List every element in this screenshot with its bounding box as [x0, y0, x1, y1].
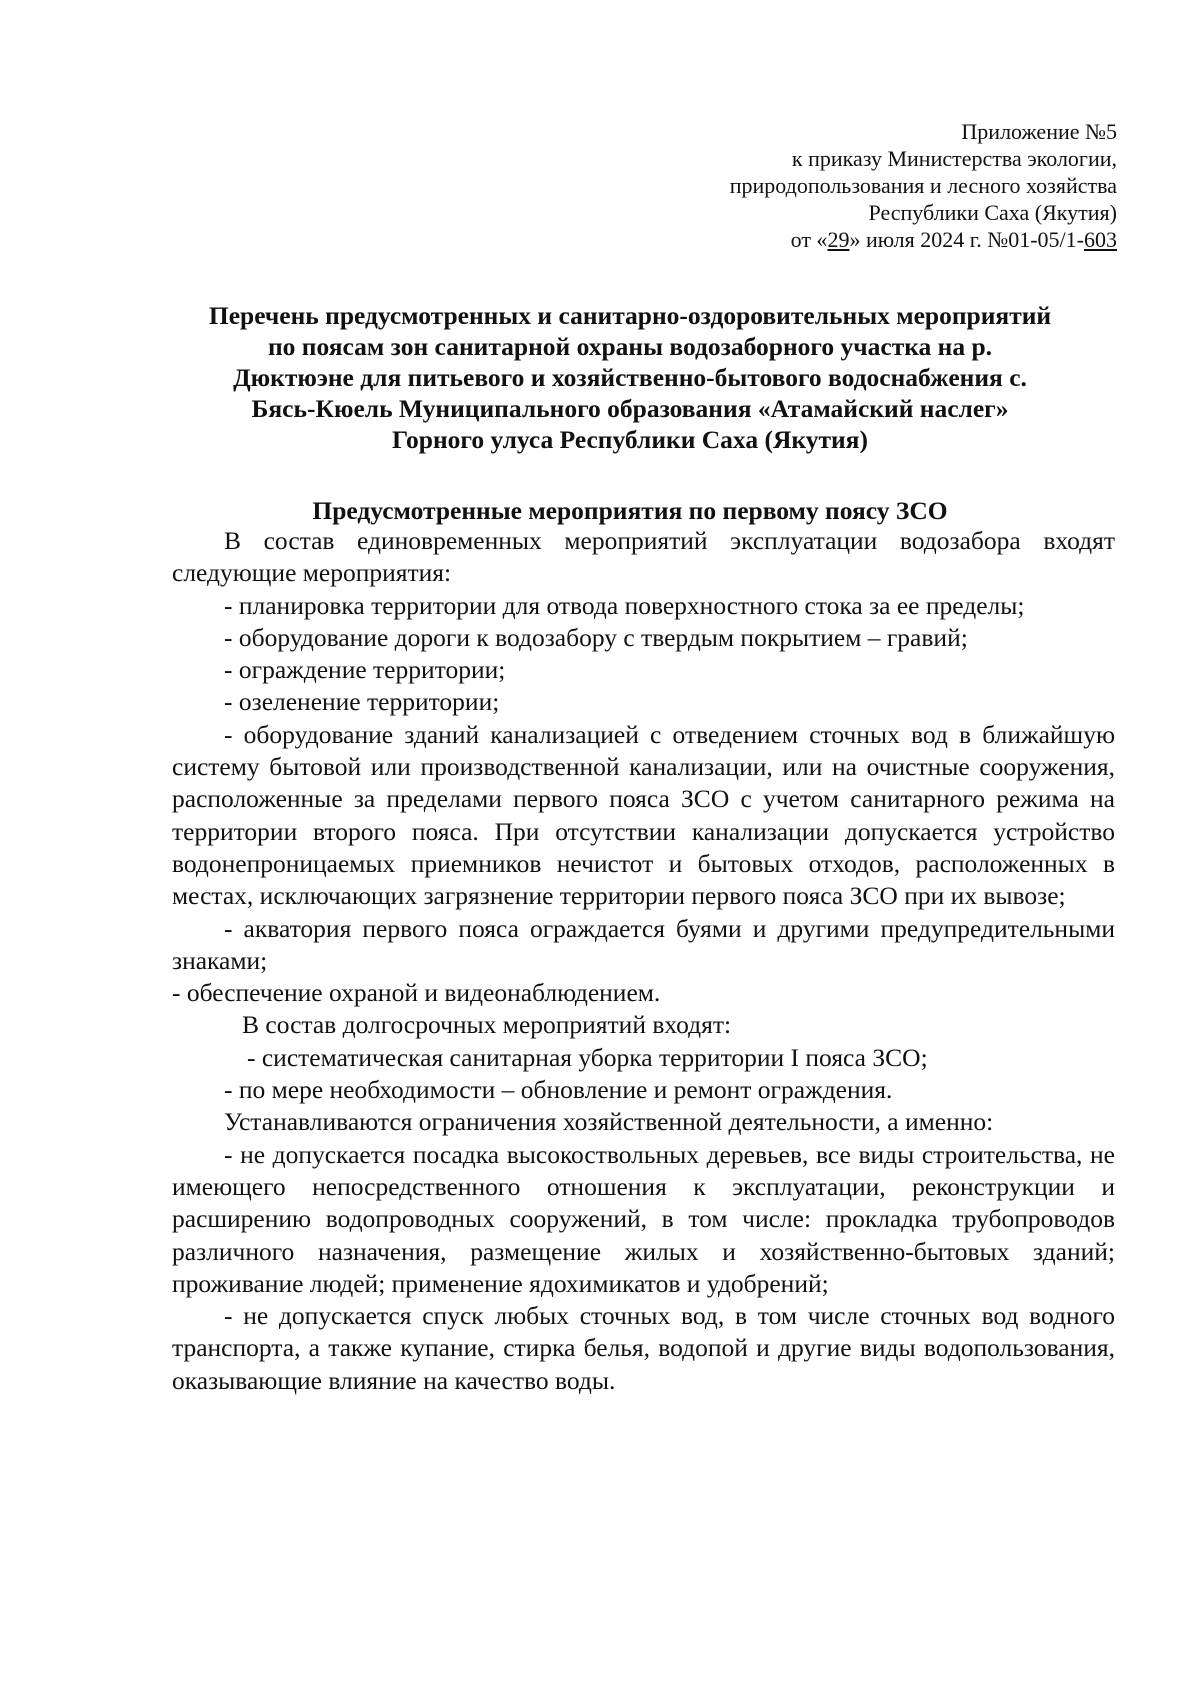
- order-number: 603: [1084, 227, 1117, 252]
- title-line-2: по поясам зон санитарной охраны водозаборного участка на р.: [267, 332, 993, 361]
- long-term-item: - систематическая санитарная уборка территории I пояса ЗСО;: [247, 1042, 928, 1072]
- list-item: - акватория первого пояса ограждается буями и другими предупредительными знаками;: [172, 913, 1115, 975]
- section-heading: Предусмотренные мероприятия по первому поясу ЗСО: [312, 496, 948, 525]
- republic-name: Республики Саха (Якутия): [868, 200, 1117, 225]
- order-reference: к приказу Министерства экологии,: [791, 146, 1117, 171]
- title-line-5: Горного улуса Республики Саха (Якутия): [392, 425, 868, 454]
- order-date-day: 29: [827, 227, 850, 252]
- ministry-name: природопользования и лесного хозяйства: [729, 173, 1117, 198]
- restriction-item: - не допускается посадка высокоствольных деревьев, все виды строительства, не имеющего непосредственного отношения к эксплуатации, реконструкции и расширению водопроводных сооружений, в том числе: прокладка трубопроводов различного назначения, размещение жилых и хозяйственно-бытовых зданий; проживание людей; применение ядохимикатов и удобрений;: [172, 1139, 1115, 1298]
- order-date-middle: » июля 2024 г. №01-05/1-: [849, 227, 1084, 252]
- long-term-intro: В состав долгосрочных мероприятий входят:: [242, 1010, 732, 1040]
- list-item: - озеленение территории;: [224, 687, 500, 717]
- list-item: - обеспечение охраной и видеонаблюдением.: [172, 978, 661, 1008]
- restriction-item: - не допускается спуск любых сточных вод, в том числе сточных вод водного транспорта, а также купание, стирка белья, водопой и другие виды водопользования, оказывающие влияние на качество воды.: [172, 1301, 1115, 1395]
- title-line-1: Перечень предусмотренных и санитарно-оздоровительных мероприятий: [208, 301, 1052, 330]
- appendix-header: [730, 118, 1117, 253]
- title-line-3: Дюктюэне для питьевого и хозяйственно-бытового водоснабжения с.: [233, 363, 1027, 392]
- appendix-number: Приложение №5: [961, 119, 1117, 144]
- list-item: - ограждение территории;: [224, 655, 506, 685]
- long-term-item: - по мере необходимости – обновление и ремонт ограждения.: [224, 1075, 893, 1105]
- list-item: - планировка территории для отвода поверхностного стока за ее пределы;: [224, 590, 1025, 620]
- section-intro: В состав единовременных мероприятий эксплуатации водозабора входят следующие мероприятия:: [172, 526, 1115, 588]
- list-item: - оборудование дороги к водозабору с твердым покрытием – гравий;: [224, 622, 968, 652]
- section-body: [172, 525, 1115, 1397]
- document-title: [150, 300, 1110, 455]
- order-date-prefix: от «: [790, 227, 828, 252]
- restrictions-intro: Устанавливаются ограничения хозяйственной деятельности, а именно:: [224, 1107, 994, 1137]
- list-item: - оборудование зданий канализацией с отведением сточных вод в ближайшую систему бытовой или производственной канализации, или на очистные сооружения, расположенные за пределами первого пояса ЗСО с учетом санитарного режима на территории второго пояса. При отсутствии канализации допускается устройство водонепроницаемых приемников нечистот и бытовых отходов, расположенных в местах, исключающих загрязнение территории первого пояса ЗСО при их вывозе;: [172, 719, 1115, 911]
- title-line-4: Бясь-Кюель Муниципального образования «Атамайский наслег»: [251, 394, 1009, 423]
- order-date-line: [730, 226, 1117, 253]
